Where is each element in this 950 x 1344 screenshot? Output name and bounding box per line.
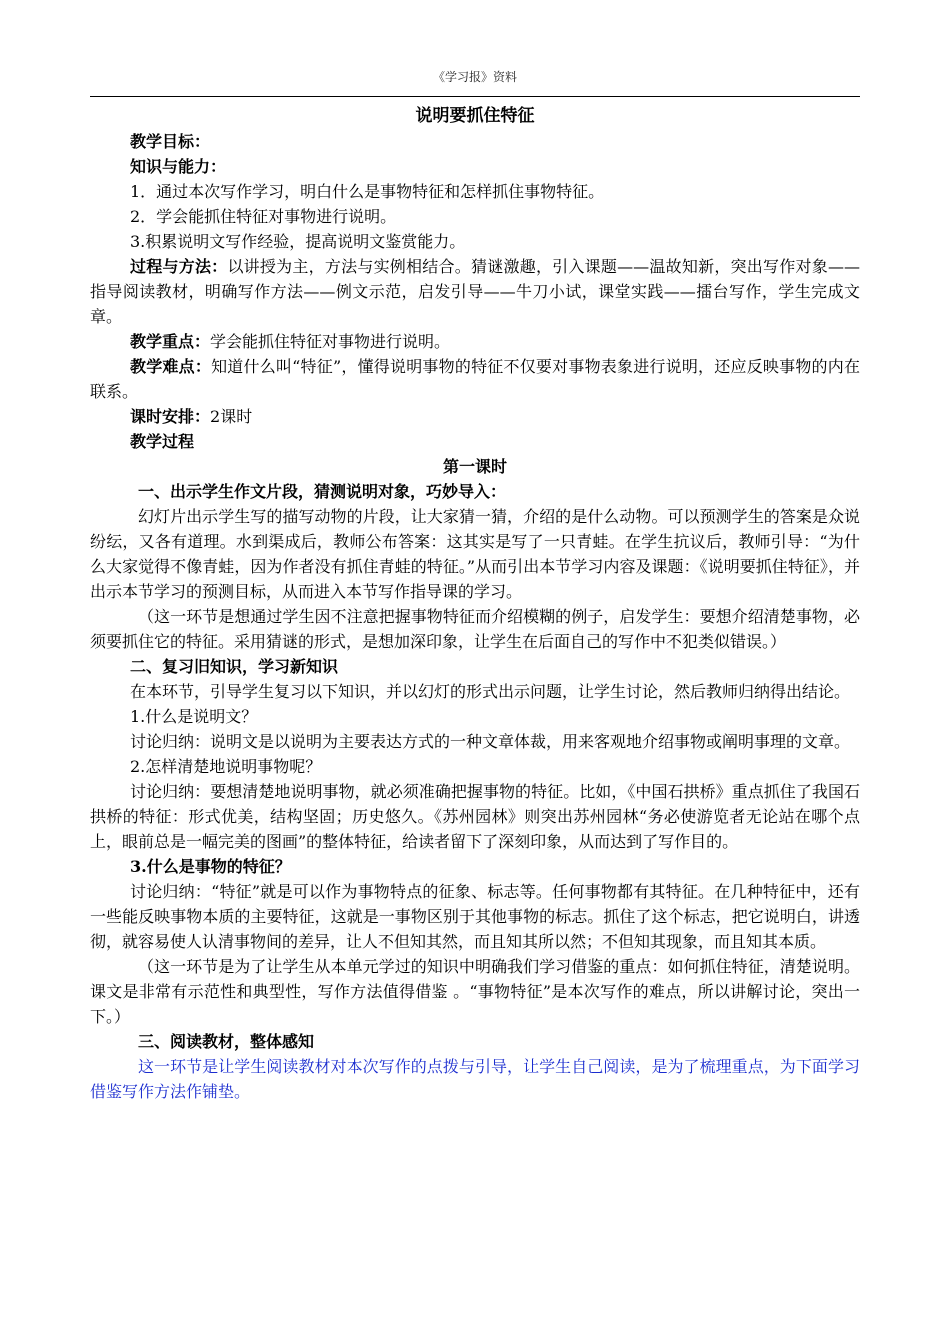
lesson-heading: 第一课时 xyxy=(442,457,507,476)
schedule-text: 2课时 xyxy=(210,407,253,426)
process-method-paragraph xyxy=(90,254,860,329)
goal-item: 3.积累说明文写作经验，提高说明文鉴赏能力。 xyxy=(130,232,466,251)
key-point-paragraph xyxy=(90,329,860,354)
answer-paragraph: 讨论归纳：要想清楚地说明事物，就必须准确把握事物的特征。比如，《中国石拱桥》重点抓住了我国石拱桥的特征：形式优美，结构坚固；历史悠久。《苏州园林》则突出苏州园林“务必使游览者无论站在哪个点上，眼前总是一幅完美的图画”的整体特征，给读者留下了深刻印象，从而达到了写作目的。 xyxy=(90,782,860,851)
goals-heading: 教学目标： xyxy=(130,132,211,151)
key-point-label: 教学重点： xyxy=(130,332,211,351)
process-method-text: 以讲授为主，方法与实例相结合。猜谜激趣，引入课题——温故知新，突出写作对象——指导阅读教材，明确写作方法——例文示范，启发引导——牛刀小试，课堂实践——擂台写作，学生完成文章。 xyxy=(90,257,860,326)
difficulty-text: 知道什么叫“特征”，懂得说明事物的特征不仅要对事物表象进行说明，还应反映事物的内在联系。 xyxy=(90,357,860,401)
knowledge-heading: 知识与能力： xyxy=(130,157,227,176)
question-item: 2.怎样清楚地说明事物呢？ xyxy=(130,757,322,776)
section-heading: 一、出示学生作文片段，猜测说明对象，巧妙导入： xyxy=(138,482,507,501)
schedule-label: 课时安排： xyxy=(130,407,211,426)
goal-item: 2．学会能抓住特征对事物进行说明。 xyxy=(130,207,397,226)
body-paragraph: 在本环节，引导学生复习以下知识，并以幻灯的形式出示问题，让学生讨论，然后教师归纳得出结论。 xyxy=(130,682,851,701)
page-header: 《学习报》资料 xyxy=(432,70,517,84)
goal-item: 1．通过本次写作学习，明白什么是事物特征和怎样抓住事物特征。 xyxy=(130,182,605,201)
highlight-paragraph: 这一环节是让学生阅读教材对本次写作的点拨与引导，让学生自己阅读，是为了梳理重点，为下面学习借鉴写作方法作铺垫。 xyxy=(90,1057,860,1101)
document-body xyxy=(90,104,860,1104)
teaching-process-heading: 教学过程 xyxy=(130,432,195,451)
body-paragraph: 幻灯片出示学生写的描写动物的片段，让大家猜一猜，介绍的是什么动物。可以预测学生的答案是众说纷纭，又各有道理。水到渠成后，教师公布答案：这其实是写了一只青蛙。在学生抗议后，教师引导：“为什么大家觉得不像青蛙，因为作者没有抓住青蛙的特征。”从而引出本节学习内容及课题：《说明要抓住特征》，并出示本节学习的预测目标，从而进入本节写作指导课的学习。 xyxy=(90,507,860,601)
key-point-text: 学会能抓住特征对事物进行说明。 xyxy=(210,332,451,351)
difficulty-paragraph xyxy=(90,354,860,404)
schedule-paragraph xyxy=(90,404,860,429)
section-heading: 二、复习旧知识，学习新知识 xyxy=(130,657,339,676)
document-title: 说明要抓住特征 xyxy=(415,106,535,126)
section-heading: 三、阅读教材，整体感知 xyxy=(138,1032,315,1051)
header-rule xyxy=(90,96,860,97)
difficulty-label: 教学难点： xyxy=(130,357,212,376)
note-paragraph: （这一环节是为了让学生从本单元学过的知识中明确我们学习借鉴的重点：如何抓住特征，清楚说明。课文是非常有示范性和典型性，写作方法值得借鉴 。“事物特征”是本次写作的难点，所以讲解讨论，突出一下。） xyxy=(90,957,860,1026)
question-item: 1.什么是说明文？ xyxy=(130,707,258,726)
answer-paragraph: 讨论归纳：“特征”就是可以作为事物特点的征象、标志等。任何事物都有其特征。在几种特征中，还有一些能反映事物本质的主要特征，这就是一事物区别于其他事物的标志。抓住了这个标志，把它说明白，讲透彻，就容易使人认清事物间的差异，让人不但知其然，而且知其所以然；不但知其现象，而且知其本质。 xyxy=(90,882,860,951)
question-item: 3.什么是事物的特征？ xyxy=(130,857,291,876)
answer-paragraph: 讨论归纳：说明文是以说明为主要表达方式的一种文章体裁，用来客观地介绍事物或阐明事理的文章。 xyxy=(130,732,851,751)
note-paragraph: （这一环节是想通过学生因不注意把握事物特征而介绍模糊的例子，启发学生：要想介绍清楚事物，必须要抓住它的特征。采用猜谜的形式，是想加深印象，让学生在后面自己的写作中不犯类似错误。） xyxy=(90,607,860,651)
process-method-label: 过程与方法： xyxy=(130,257,228,276)
